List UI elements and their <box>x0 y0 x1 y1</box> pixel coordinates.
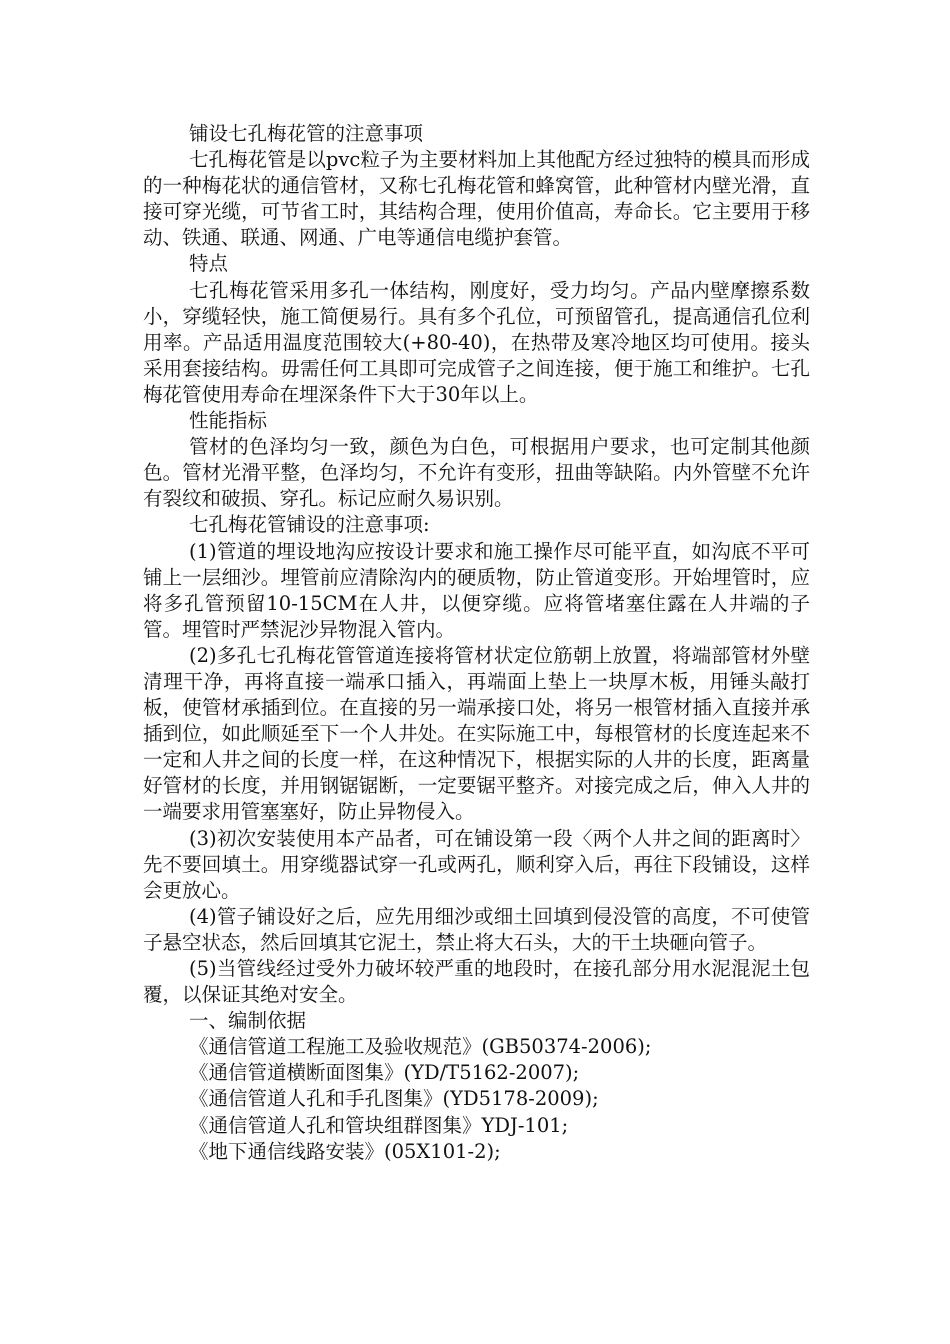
note-5-paragraph: (5)当管线经过受外力破坏较严重的地段时，在接孔部分用水泥混泥土包覆，以保证其绝对安全。 <box>143 957 810 1007</box>
document-title: 铺设七孔梅花管的注意事项 <box>189 122 424 145</box>
note-2-paragraph: (2)多孔七孔梅花管管道连接将管材状定位筋朝上放置，将端部管材外壁清理干净，再将直接一端承口插入，再端面上垫上一块厚木板，用锤头敲打板，使管材承插到位。在直接的另一端承接口处，将另一根管材插入直接并承插到位，如此顺延至下一个人井处。在实际施工中，每根管材的长度连起来不一定和人井之间的长度一样，在这种情况下，根据实际的人井的长度，距离量好管材的长度，并用钢锯锯断，一定要锯平整齐。对接完成之后，伸入人井的一端要求用管塞塞好，防止异物侵入。 <box>143 643 810 824</box>
note-3-paragraph: (3)初次安装使用本产品者，可在铺设第一段〈两个人井之间的距离时〉先不要回填土。用穿缆器试穿一孔或两孔，顺利穿入后，再往下段铺设，这样会更放心。 <box>143 826 810 902</box>
reference-item: 《通信管道人孔和管块组群图集》YDJ-101; <box>189 1113 569 1137</box>
document-page <box>143 121 810 1165</box>
note-4-paragraph: (4)管子铺设好之后，应先用细沙或细土回填到侵没管的高度，不可使管子悬空状态，然后回填其它泥土，禁止将大石头，大的干土块砸向管子。 <box>143 904 810 954</box>
notes-heading: 七孔梅花管铺设的注意事项: <box>189 513 430 537</box>
performance-heading: 性能指标 <box>189 409 268 433</box>
reference-item: 《地下通信线路安装》(05X101-2); <box>189 1139 501 1163</box>
basis-heading: 一、编制依据 <box>189 1009 307 1033</box>
features-paragraph: 七孔梅花管采用多孔一体结构，刚度好，受力均匀。产品内壁摩擦系数小，穿缆轻快，施工简便易行。具有多个孔位，可预留管孔，提高通信孔位利用率。产品适用温度范围较大(+80-40)，在热带及寒冷地区均可使用。接头采用套接结构。毋需任何工具即可完成管子之间连接，便于施工和维护。七孔梅花管使用寿命在埋深条件下大于30年以上。 <box>143 278 810 406</box>
reference-item: 《通信管道横断面图集》(YD/T5162-2007); <box>189 1061 580 1085</box>
reference-item: 《通信管道工程施工及验收规范》(GB50374-2006); <box>189 1035 652 1059</box>
reference-item: 《通信管道人孔和手孔图集》(YD5178-2009); <box>189 1087 599 1111</box>
performance-paragraph: 管材的色泽均匀一致，颜色为白色，可根据用户要求，也可定制其他颜色。管材光滑平整，色泽均匀，不允许有变形，扭曲等缺陷。内外管壁不允许有裂纹和破损、穿孔。标记应耐久易识别。 <box>143 435 810 511</box>
intro-paragraph: 七孔梅花管是以pvc粒子为主要材料加上其他配方经过独特的模具而形成的一种梅花状的通信管材，又称七孔梅花管和蜂窝管，此种管材内壁光滑，直接可穿光缆，可节省工时，其结构合理，使用价值高，寿命长。它主要用于移动、铁通、联通、网通、广电等通信电缆护套管。 <box>143 148 810 250</box>
features-heading: 特点 <box>189 252 229 276</box>
note-1-paragraph: (1)管道的埋设地沟应按设计要求和施工操作尽可能平直，如沟底不平可铺上一层细沙。埋管前应清除沟内的硬质物，防止管道变形。开始埋管时，应将多孔管预留10-15CM在人井，以便穿缆。应将管堵塞住露在人井端的子管。埋管时严禁泥沙异物混入管内。 <box>143 539 810 641</box>
